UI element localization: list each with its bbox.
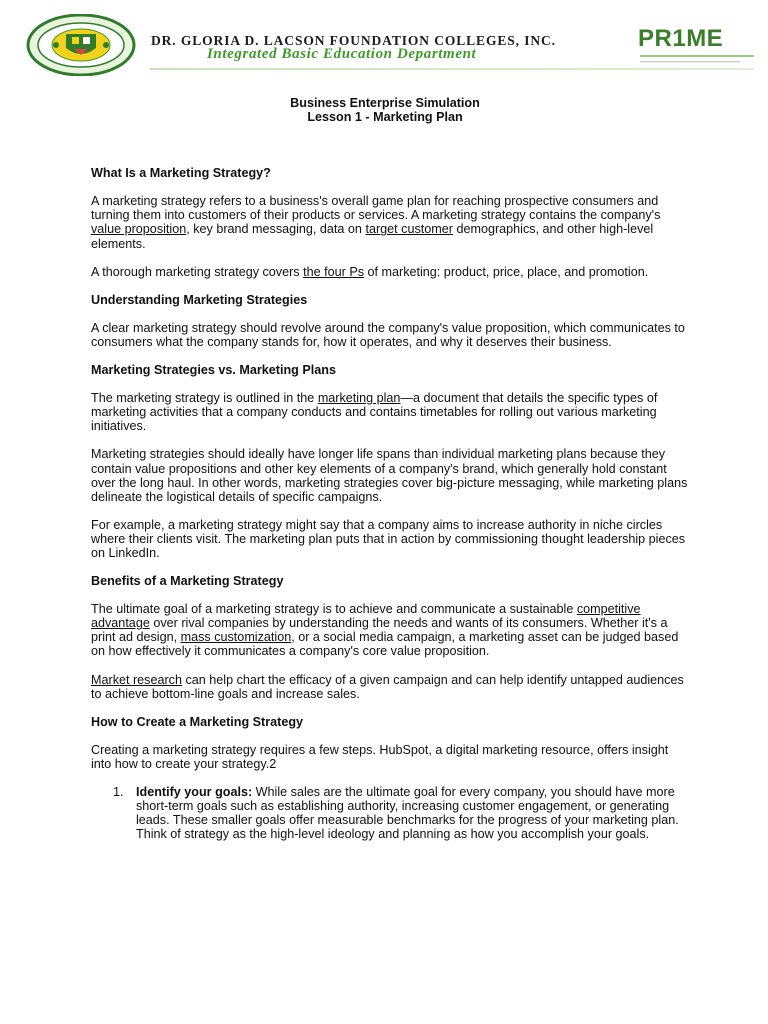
list-item-lead: Identify your goals: xyxy=(136,785,253,799)
text-run: demographics, and other high-level elements. xyxy=(91,222,654,251)
link-value-proposition[interactable]: value proposition xyxy=(91,222,187,237)
college-seal-logo xyxy=(26,14,136,76)
link-marketing-plan[interactable]: marketing plan xyxy=(317,391,401,406)
steps-list xyxy=(91,785,691,841)
prime-logo-text: PR1ME xyxy=(638,25,724,52)
paragraph-creating-strategy: Creating a marketing strategy requires a few steps. HubSpot, a digital marketing resource, offers insight into how to create your strategy.2 xyxy=(91,742,669,771)
prime-logo xyxy=(638,22,756,68)
text-run: over rival companies by understanding the needs and wants of its consumers. Whether it's a print ad design, xyxy=(91,616,668,645)
document-subtitle: Lesson 1 - Marketing Plan xyxy=(307,110,463,125)
heading-benefits: Benefits of a Marketing Strategy xyxy=(91,574,284,589)
department-name: Integrated Basic Education Department xyxy=(207,46,477,62)
document-title: Business Enterprise Simulation xyxy=(290,96,480,110)
paragraph-value-proposition: A clear marketing strategy should revolve around the company's value proposition, which communicates to consumers what the company stands for, how it operates, and why it deserves their business. xyxy=(91,320,685,349)
prime-logo-tagline xyxy=(640,54,754,59)
text-run: , key brand messaging, data on xyxy=(186,222,366,237)
paragraph-four-ps xyxy=(91,265,691,279)
list-item xyxy=(91,785,691,841)
text-run: of marketing: product, price, place, and promotion. xyxy=(364,264,649,279)
link-mass-customization[interactable]: mass customization xyxy=(180,630,292,645)
text-run: The marketing strategy is outlined in the xyxy=(91,391,318,406)
paragraph-strategy-definition xyxy=(91,194,691,250)
paragraph-market-research xyxy=(91,673,691,701)
heading-understanding-strategies: Understanding Marketing Strategies xyxy=(91,292,308,307)
prime-subline-mark xyxy=(640,60,754,64)
heading-strategies-vs-plans: Marketing Strategies vs. Marketing Plans xyxy=(91,363,336,378)
link-market-research[interactable]: Market research xyxy=(91,672,182,687)
list-item-marker: 1. xyxy=(113,785,124,799)
link-competitive-advantage[interactable]: competitive advantage xyxy=(91,602,641,631)
text-run: can help chart the efficacy of a given campaign and can help identify untapped audiences to achieve bottom-line goals and increase sales. xyxy=(91,672,684,701)
text-run: A marketing strategy refers to a business's overall game plan for reaching prospective consumers and turning them into customers of their products or services. A marketing strategy contains the company's xyxy=(91,194,661,223)
paragraph-example: For example, a marketing strategy might say that a company aims to increase authority in niche circles where their clients visit. The marketing plan puts that in action by commissioning thought leadership pieces on LinkedIn. xyxy=(91,517,686,560)
document-body xyxy=(91,96,691,841)
letterhead xyxy=(0,0,768,78)
paragraph-ultimate-goal xyxy=(91,602,691,658)
school-name: DR. GLORIA D. LACSON FOUNDATION COLLEGES, INC. xyxy=(151,33,556,48)
text-run: A thorough marketing strategy covers xyxy=(91,264,304,279)
heading-how-to-create: How to Create a Marketing Strategy xyxy=(91,714,304,729)
text-run: —a document that details the specific types of marketing activities that a company conducts and contains timetables for rolling out various marketing initiatives. xyxy=(91,391,658,434)
paragraph-life-spans: Marketing strategies should ideally have longer life spans than individual marketing plans because they contain value propositions and other key elements of a company's brand, which generally hold constant over the long haul. In other words, marketing strategies cover big-picture messaging, while marketing plans delineate the logistical details of specific campaigns. xyxy=(91,447,688,504)
text-run: The ultimate goal of a marketing strategy is to achieve and communicate a sustainable xyxy=(91,602,577,617)
list-item-text: While sales are the ultimate goal for every company, you should have more short-term goals such as establishing authority, increasing customer engagement, or generating leads. These smaller goals offer measurable benchmarks for the progress of your marketing plan. Think of strategy as the high-level ideology and planning as how you accomplish your goals. xyxy=(136,785,679,842)
link-target-customer[interactable]: target customer xyxy=(365,222,453,237)
prime-logo-subline xyxy=(640,60,754,65)
header-divider xyxy=(150,68,754,70)
link-four-ps[interactable]: the four Ps xyxy=(303,264,365,279)
paragraph-marketing-plan xyxy=(91,391,691,433)
heading-what-is-strategy: What Is a Marketing Strategy? xyxy=(91,166,271,181)
text-run: , or a social media campaign, a marketing asset can be judged based on how effectively it communicates a company's core value proposition. xyxy=(91,630,679,659)
prime-tagline-mark xyxy=(640,54,754,58)
